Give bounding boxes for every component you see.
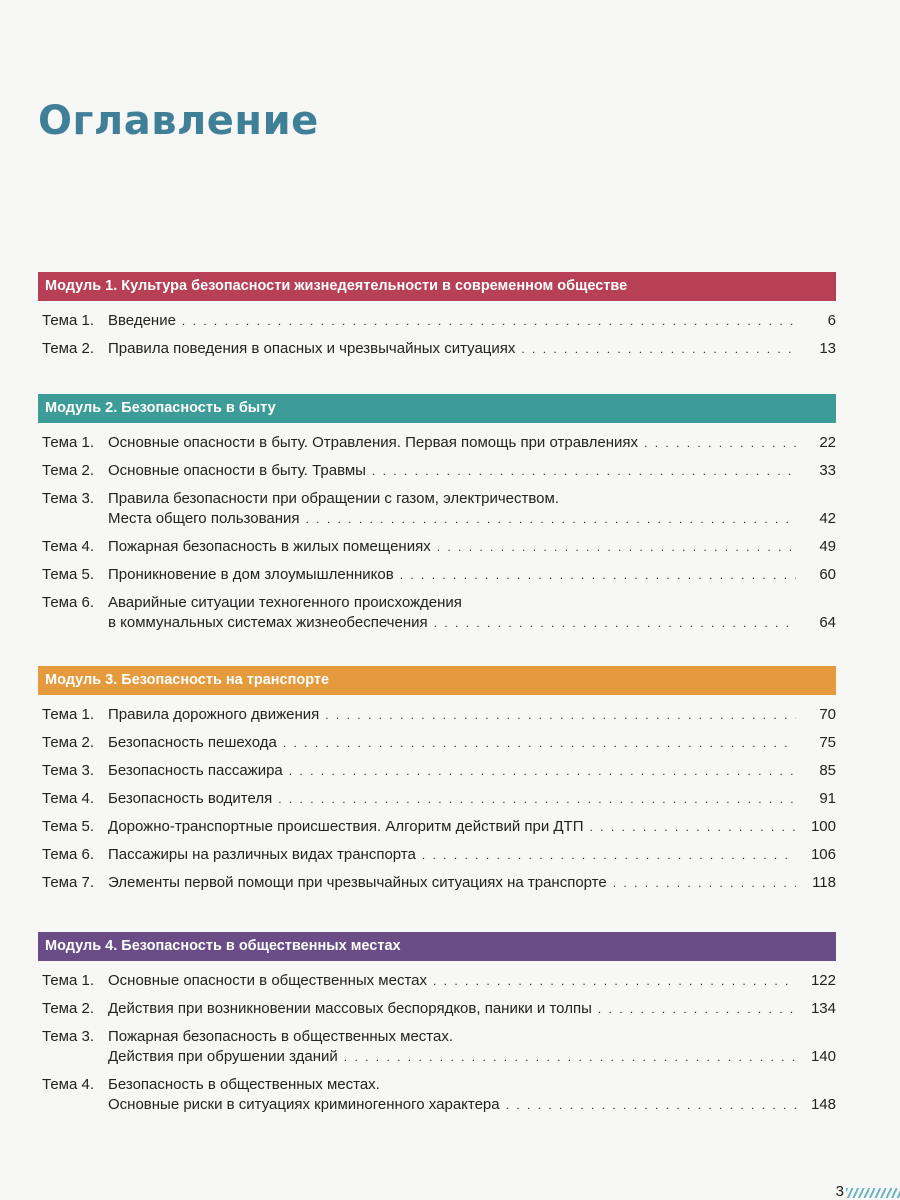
module-4 [38, 932, 836, 1123]
topic-label: Тема 6. [42, 846, 94, 863]
toc-entry[interactable] [38, 733, 836, 753]
topic-title: Правила поведения в опасных и чрезвычайных ситуациях [108, 340, 516, 357]
dot-leader [400, 565, 796, 585]
dot-leader [613, 873, 796, 893]
topic-label: Тема 3. [42, 1028, 94, 1045]
topic-list [38, 311, 836, 359]
topic-label: Тема 2. [42, 734, 94, 751]
toc-entry[interactable] [38, 565, 836, 585]
page-ref: 70 [819, 706, 836, 723]
topic-title: Пассажиры на различных видах транспорта [108, 846, 416, 863]
page-ref: 91 [819, 790, 836, 807]
topic-title: Безопасность пассажира [108, 762, 283, 779]
page-ref: 122 [810, 972, 836, 989]
topic-title: в коммунальных системах жизнеобеспечения [108, 614, 428, 631]
topic-label: Тема 2. [42, 340, 94, 357]
topic-label: Тема 6. [42, 594, 94, 611]
page-title: Оглавление [38, 98, 319, 144]
page-number: 3 [835, 1183, 844, 1200]
toc-entry[interactable] [38, 817, 836, 837]
module-header: Модуль 1. Культура безопасности жизнедеятельности в современном обществе [38, 272, 836, 301]
page-ref: 106 [810, 846, 836, 863]
module-1 [38, 272, 836, 367]
topic-title: Безопасность в общественных местах. [108, 1076, 380, 1093]
page-ref: 6 [827, 312, 836, 329]
topic-title: Правила дорожного движения [108, 706, 320, 723]
dot-leader [506, 1095, 796, 1115]
topic-list [38, 433, 836, 633]
topic-title: Места общего пользования [108, 510, 300, 527]
toc-entry[interactable] [38, 593, 836, 633]
topic-title: Правила безопасности при обращении с газом, электричеством. [108, 490, 559, 507]
page-ref: 60 [819, 566, 836, 583]
topic-label: Тема 4. [42, 790, 94, 807]
dot-leader [306, 509, 797, 529]
toc-entry[interactable] [38, 999, 836, 1019]
toc-entry[interactable] [38, 971, 836, 991]
toc-entry[interactable] [38, 339, 836, 359]
topic-title: Безопасность водителя [108, 790, 273, 807]
dot-leader [372, 461, 796, 481]
dot-leader [437, 537, 796, 557]
page-ref: 85 [819, 762, 836, 779]
module-header: Модуль 4. Безопасность в общественных местах [38, 932, 836, 961]
page-ref: 134 [810, 1000, 836, 1017]
dot-leader [283, 733, 796, 753]
module-2 [38, 394, 836, 641]
topic-title: Пожарная безопасность в общественных местах. [108, 1028, 453, 1045]
topic-title: Основные опасности в быту. Травмы [108, 462, 366, 479]
topic-title: Пожарная безопасность в жилых помещениях [108, 538, 431, 555]
module-header: Модуль 2. Безопасность в быту [38, 394, 836, 423]
dot-leader [521, 339, 796, 359]
page-ref: 13 [819, 340, 836, 357]
topic-title: Основные риски в ситуациях криминогенного характера [108, 1096, 500, 1113]
page-ref: 148 [810, 1096, 836, 1113]
topic-title: Проникновение в дом злоумышленников [108, 566, 394, 583]
page-ref: 42 [819, 510, 836, 527]
page-ref: 140 [810, 1048, 836, 1065]
topic-label: Тема 2. [42, 462, 94, 479]
toc-entry[interactable] [38, 1075, 836, 1115]
topic-list [38, 705, 836, 893]
topic-label: Тема 5. [42, 566, 94, 583]
toc-entry[interactable] [38, 873, 836, 893]
topic-title: Введение [108, 312, 176, 329]
toc-entry[interactable] [38, 311, 836, 331]
decorative-stripes [846, 1188, 900, 1198]
dot-leader [325, 705, 796, 725]
topic-label: Тема 7. [42, 874, 94, 891]
topic-label: Тема 5. [42, 818, 94, 835]
topic-title: Действия при возникновении массовых беспорядков, паники и толпы [108, 1000, 592, 1017]
toc-entry[interactable] [38, 789, 836, 809]
page-ref: 75 [819, 734, 836, 751]
dot-leader [434, 613, 796, 633]
dot-leader [598, 999, 796, 1019]
topic-title: Действия при обрушении зданий [108, 1048, 338, 1065]
dot-leader [344, 1047, 796, 1067]
topic-title: Основные опасности в быту. Отравления. Первая помощь при отравлениях [108, 434, 639, 451]
module-3 [38, 666, 836, 901]
topic-label: Тема 1. [42, 434, 94, 451]
dot-leader [422, 845, 796, 865]
topic-label: Тема 4. [42, 1076, 94, 1093]
toc-entry[interactable] [38, 537, 836, 557]
dot-leader [590, 817, 796, 837]
module-header: Модуль 3. Безопасность на транспорте [38, 666, 836, 695]
topic-label: Тема 1. [42, 972, 94, 989]
toc-entry[interactable] [38, 433, 836, 453]
topic-label: Тема 1. [42, 312, 94, 329]
toc-entry[interactable] [38, 705, 836, 725]
dot-leader [182, 311, 796, 331]
page-ref: 100 [810, 818, 836, 835]
page-ref: 118 [812, 874, 836, 891]
toc-entry[interactable] [38, 761, 836, 781]
page-ref: 49 [819, 538, 836, 555]
page-ref: 33 [819, 462, 836, 479]
dot-leader [644, 433, 796, 453]
dot-leader [278, 789, 796, 809]
page-ref: 22 [819, 434, 836, 451]
topic-title: Элементы первой помощи при чрезвычайных ситуациях на транспорте [108, 874, 607, 891]
dot-leader [289, 761, 796, 781]
toc-entry[interactable] [38, 845, 836, 865]
toc-entry[interactable] [38, 489, 836, 529]
toc-entry[interactable] [38, 1027, 836, 1067]
topic-list [38, 971, 836, 1115]
topic-title: Дорожно-транспортные происшествия. Алгоритм действий при ДТП [108, 818, 584, 835]
topic-label: Тема 4. [42, 538, 94, 555]
page-ref: 64 [819, 614, 836, 631]
topic-label: Тема 3. [42, 490, 94, 507]
dot-leader [433, 971, 796, 991]
toc-entry[interactable] [38, 461, 836, 481]
topic-title: Аварийные ситуации техногенного происхождения [108, 594, 462, 611]
topic-title: Безопасность пешехода [108, 734, 277, 751]
topic-label: Тема 3. [42, 762, 94, 779]
topic-label: Тема 2. [42, 1000, 94, 1017]
topic-title: Основные опасности в общественных местах [108, 972, 427, 989]
topic-label: Тема 1. [42, 706, 94, 723]
